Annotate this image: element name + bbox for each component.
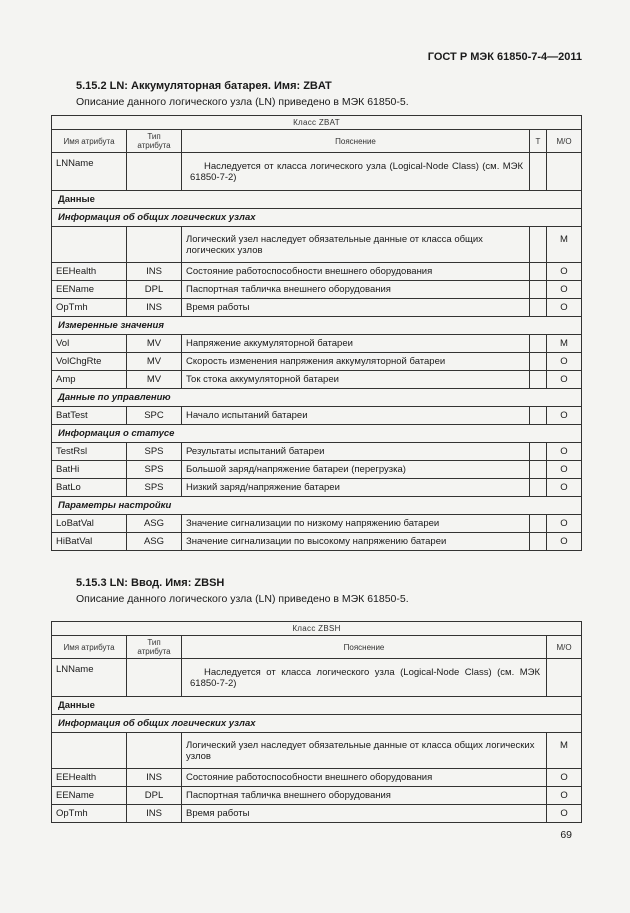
attr-description: Паспортная табличка внешнего оборудования bbox=[182, 787, 547, 805]
attr-description: Наследуется от класса логического узла (Logical-Node Class) (см. МЭК 61850-7-2) bbox=[182, 153, 530, 191]
mo-value: O bbox=[547, 353, 582, 371]
table-row bbox=[52, 659, 582, 697]
mo-value: O bbox=[547, 805, 582, 823]
header-attr-name: Имя атрибута bbox=[52, 636, 127, 659]
class-label: Класс ZBSH bbox=[52, 622, 582, 636]
section-title-zbsh: 5.15.3 LN: Ввод. Имя: ZBSH bbox=[76, 577, 225, 589]
attr-description: Результаты испытаний батареи bbox=[182, 443, 530, 461]
group-heading: Параметры настройки bbox=[52, 497, 582, 515]
standard-header: ГОСТ Р МЭК 61850-7-4—2011 bbox=[427, 51, 582, 63]
zbat-table bbox=[51, 115, 582, 551]
attr-name: BatHi bbox=[52, 461, 127, 479]
header-t: T bbox=[530, 130, 547, 153]
zbsh-table bbox=[51, 621, 582, 823]
mo-value: O bbox=[547, 263, 582, 281]
attr-name: OpTmh bbox=[52, 299, 127, 317]
header-attr-type: Тип атрибута bbox=[127, 636, 182, 659]
mo-value: O bbox=[547, 787, 582, 805]
section-title-zbat: 5.15.2 LN: Аккумуляторная батарея. Имя: ZBAT bbox=[76, 80, 332, 92]
attr-type: ASG bbox=[127, 515, 182, 533]
attr-name: Vol bbox=[52, 335, 127, 353]
mo-value: O bbox=[547, 407, 582, 425]
table-row bbox=[52, 153, 582, 191]
attr-name: OpTmh bbox=[52, 805, 127, 823]
table-row bbox=[52, 733, 582, 769]
group-heading: Измеренные значения bbox=[52, 317, 582, 335]
attr-description: Наследуется от класса логического узла (Logical-Node Class) (см. МЭК 61850-7-2) bbox=[182, 659, 547, 697]
attr-name: EEHealth bbox=[52, 263, 127, 281]
section-description-zbat: Описание данного логического узла (LN) приведено в МЭК 61850-5. bbox=[76, 96, 409, 108]
attr-name: EEName bbox=[52, 787, 127, 805]
attr-name: LNName bbox=[52, 153, 127, 191]
table-row bbox=[52, 227, 582, 263]
attr-description: Большой заряд/напряжение батареи (перегрузка) bbox=[182, 461, 530, 479]
table-row bbox=[52, 515, 582, 533]
attr-description: Значение сигнализации по низкому напряжению батареи bbox=[182, 515, 530, 533]
header-description: Пояснение bbox=[182, 130, 530, 153]
table-row bbox=[52, 805, 582, 823]
attr-description: Напряжение аккумуляторной батареи bbox=[182, 335, 530, 353]
table-row bbox=[52, 299, 582, 317]
page-number: 69 bbox=[560, 829, 572, 841]
header-attr-name: Имя атрибута bbox=[52, 130, 127, 153]
group-heading: Данные по управлению bbox=[52, 389, 582, 407]
attr-description: Паспортная табличка внешнего оборудования bbox=[182, 281, 530, 299]
attr-name: VolChgRte bbox=[52, 353, 127, 371]
attr-name: TestRsl bbox=[52, 443, 127, 461]
attr-description: Низкий заряд/напряжение батареи bbox=[182, 479, 530, 497]
mo-value: O bbox=[547, 533, 582, 551]
attr-type: DPL bbox=[127, 787, 182, 805]
table-row bbox=[52, 787, 582, 805]
attr-type: SPC bbox=[127, 407, 182, 425]
class-label: Класс ZBAT bbox=[52, 116, 582, 130]
attr-name: EEHealth bbox=[52, 769, 127, 787]
attr-description: Время работы bbox=[182, 805, 547, 823]
attr-name: Amp bbox=[52, 371, 127, 389]
header-attr-type: Тип атрибута bbox=[127, 130, 182, 153]
attr-name: BatLo bbox=[52, 479, 127, 497]
attr-name: LoBatVal bbox=[52, 515, 127, 533]
attr-name: LNName bbox=[52, 659, 127, 697]
mo-value: O bbox=[547, 461, 582, 479]
attr-description: Скорость изменения напряжения аккумуляторной батареи bbox=[182, 353, 530, 371]
attr-name: HiBatVal bbox=[52, 533, 127, 551]
attr-description: Начало испытаний батареи bbox=[182, 407, 530, 425]
mo-value: O bbox=[547, 281, 582, 299]
section-description-zbsh: Описание данного логического узла (LN) приведено в МЭК 61850-5. bbox=[76, 593, 409, 605]
group-heading: Информация об общих логических узлах bbox=[52, 209, 582, 227]
attr-name: EEName bbox=[52, 281, 127, 299]
table-row bbox=[52, 371, 582, 389]
attr-type: ASG bbox=[127, 533, 182, 551]
attr-description: Логический узел наследует обязательные данные от класса общих логических узлов bbox=[182, 733, 547, 769]
table-row bbox=[52, 443, 582, 461]
attr-description: Состояние работоспособности внешнего оборудования bbox=[182, 263, 530, 281]
attr-type: INS bbox=[127, 769, 182, 787]
attr-type: MV bbox=[127, 353, 182, 371]
table-row bbox=[52, 335, 582, 353]
table-row bbox=[52, 769, 582, 787]
attr-type: SPS bbox=[127, 461, 182, 479]
attr-description: Логический узел наследует обязательные данные от класса общих логических узлов bbox=[182, 227, 530, 263]
mo-value: O bbox=[547, 371, 582, 389]
data-heading: Данные bbox=[52, 697, 582, 715]
mo-value: O bbox=[547, 299, 582, 317]
table-row bbox=[52, 533, 582, 551]
attr-type: INS bbox=[127, 299, 182, 317]
group-heading: Информация об общих логических узлах bbox=[52, 715, 582, 733]
attr-type: SPS bbox=[127, 443, 182, 461]
group-heading: Информация о статусе bbox=[52, 425, 582, 443]
attr-type: MV bbox=[127, 335, 182, 353]
header-mo: M/O bbox=[547, 636, 582, 659]
attr-type: DPL bbox=[127, 281, 182, 299]
table-row bbox=[52, 407, 582, 425]
mo-value: O bbox=[547, 769, 582, 787]
attr-description: Значение сигнализации по высокому напряжению батареи bbox=[182, 533, 530, 551]
header-mo: M/O bbox=[547, 130, 582, 153]
mo-value: M bbox=[547, 335, 582, 353]
mo-value: O bbox=[547, 515, 582, 533]
table-row bbox=[52, 479, 582, 497]
attr-type: INS bbox=[127, 805, 182, 823]
attr-type: SPS bbox=[127, 479, 182, 497]
attr-name: BatTest bbox=[52, 407, 127, 425]
table-row bbox=[52, 353, 582, 371]
attr-description: Время работы bbox=[182, 299, 530, 317]
table-row bbox=[52, 461, 582, 479]
data-heading: Данные bbox=[52, 191, 582, 209]
header-description: Пояснение bbox=[182, 636, 547, 659]
mo-value: O bbox=[547, 443, 582, 461]
mo-value: O bbox=[547, 479, 582, 497]
mo-value: M bbox=[547, 733, 582, 769]
table-row bbox=[52, 281, 582, 299]
attr-description: Ток стока аккумуляторной батареи bbox=[182, 371, 530, 389]
attr-type: MV bbox=[127, 371, 182, 389]
attr-description: Состояние работоспособности внешнего оборудования bbox=[182, 769, 547, 787]
mo-value: M bbox=[547, 227, 582, 263]
table-row bbox=[52, 263, 582, 281]
attr-type: INS bbox=[127, 263, 182, 281]
